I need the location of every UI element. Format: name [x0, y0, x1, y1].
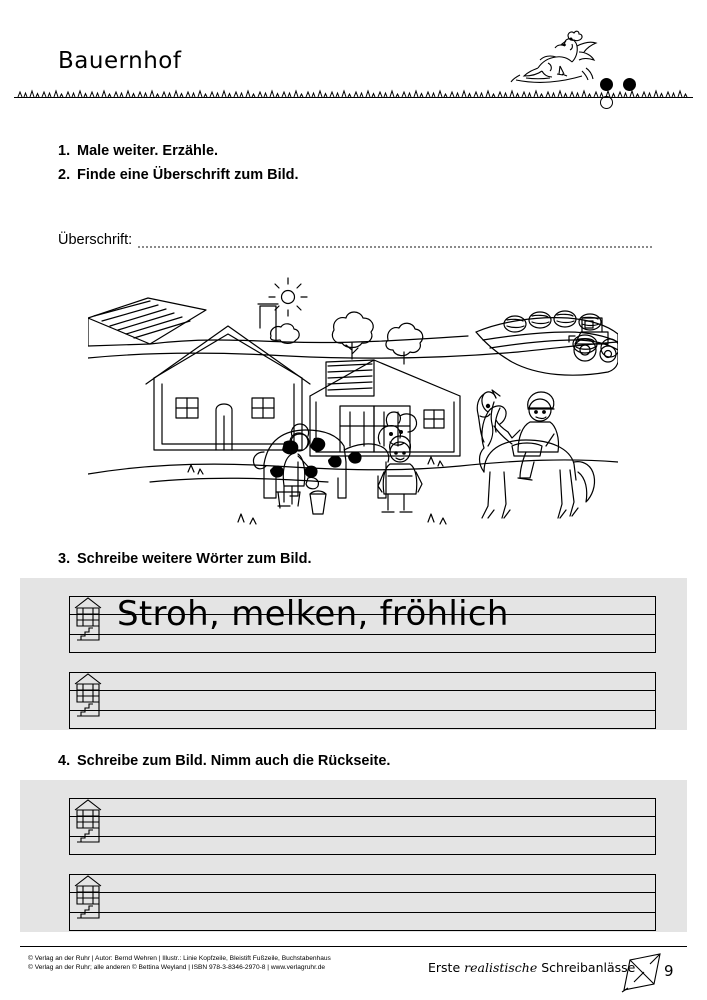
rule-lower-mid — [69, 912, 656, 913]
letter-house-icon — [73, 798, 103, 844]
page-footer — [0, 946, 707, 1000]
task-1 — [58, 143, 218, 159]
task-3-text: Schreibe weitere Wörter zum Bild. — [77, 551, 312, 567]
words-line-2[interactable] — [69, 672, 656, 728]
rule-left-edge — [69, 672, 70, 728]
task-1-number: 1. — [58, 143, 71, 159]
rule-bottom — [69, 728, 656, 729]
task-2-text: Finde eine Überschrift zum Bild. — [77, 167, 299, 183]
rule-left-edge — [69, 874, 70, 930]
rule-top — [69, 798, 656, 799]
girl-milking — [276, 424, 326, 514]
cow — [253, 412, 416, 498]
task-4-number: 4. — [58, 753, 71, 769]
rooster-icon — [486, 22, 606, 86]
story-line-1[interactable] — [69, 798, 656, 854]
rule-top — [69, 672, 656, 673]
letter-house-icon — [73, 874, 103, 920]
words-block — [20, 578, 687, 730]
letter-house-icon — [73, 672, 103, 718]
rule-right-edge — [655, 672, 656, 728]
pencil-icon — [620, 950, 668, 994]
farmhouse — [146, 304, 310, 450]
headline-label: Überschrift: — [58, 232, 133, 248]
rule-right-edge — [655, 596, 656, 652]
series-title — [428, 960, 635, 975]
barn — [310, 360, 460, 456]
field-left — [88, 298, 206, 346]
page-number: 9 — [664, 962, 674, 980]
footer-divider — [20, 946, 687, 947]
rule-upper-mid — [69, 690, 656, 691]
letter-house-icon — [73, 596, 103, 642]
task-3-number: 3. — [58, 551, 71, 567]
task-2 — [58, 167, 299, 183]
page-title: Bauernhof — [58, 48, 182, 74]
story-line-2[interactable] — [69, 874, 656, 930]
headline-field[interactable] — [58, 226, 652, 248]
horse-with-rider — [477, 390, 594, 518]
task-4 — [58, 753, 390, 769]
rule-top — [69, 874, 656, 875]
rule-upper-mid — [69, 892, 656, 893]
imprint-line-2: © Verlag an der Ruhr; alle anderen © Bettina Weyland | ISBN 978-3-8346-2970-8 | www.verlagruhr.de — [28, 964, 326, 971]
series-title-part-1: Erste — [428, 960, 465, 975]
task-2-number: 2. — [58, 167, 71, 183]
imprint-line-1: © Verlag an der Ruhr | Autor: Bernd Wehren | Illustr.: Linie Kopfzeile, Bleistift Fußzeile, Buchstabenhaus — [28, 955, 331, 962]
rule-upper-mid — [69, 816, 656, 817]
story-block — [20, 780, 687, 932]
task-4-text: Schreibe zum Bild. Nimm auch die Rückseite. — [77, 753, 391, 769]
task-1-text: Male weiter. Erzähle. — [77, 143, 219, 159]
task-3 — [58, 551, 311, 567]
series-title-part-2: Schreibanlässe — [537, 960, 636, 975]
rule-left-edge — [69, 596, 70, 652]
boy — [378, 436, 422, 512]
rule-lower-mid — [69, 710, 656, 711]
rule-bottom — [69, 652, 656, 653]
rule-lower-mid — [69, 634, 656, 635]
grass-divider — [0, 88, 707, 102]
rule-right-edge — [655, 874, 656, 930]
words-line-1[interactable] — [69, 596, 656, 652]
page-header — [0, 0, 707, 104]
rule-bottom — [69, 854, 656, 855]
rule-right-edge — [655, 798, 656, 854]
words-line-1-text[interactable]: Stroh, melken, fröhlich — [117, 594, 509, 634]
headline-input[interactable] — [138, 235, 652, 248]
rule-left-edge — [69, 798, 70, 854]
sun-icon — [269, 278, 307, 316]
farm-scene-illustration — [88, 266, 618, 534]
rule-bottom — [69, 930, 656, 931]
rule-lower-mid — [69, 836, 656, 837]
field-right — [476, 311, 618, 375]
series-title-script: realistische — [464, 960, 538, 975]
